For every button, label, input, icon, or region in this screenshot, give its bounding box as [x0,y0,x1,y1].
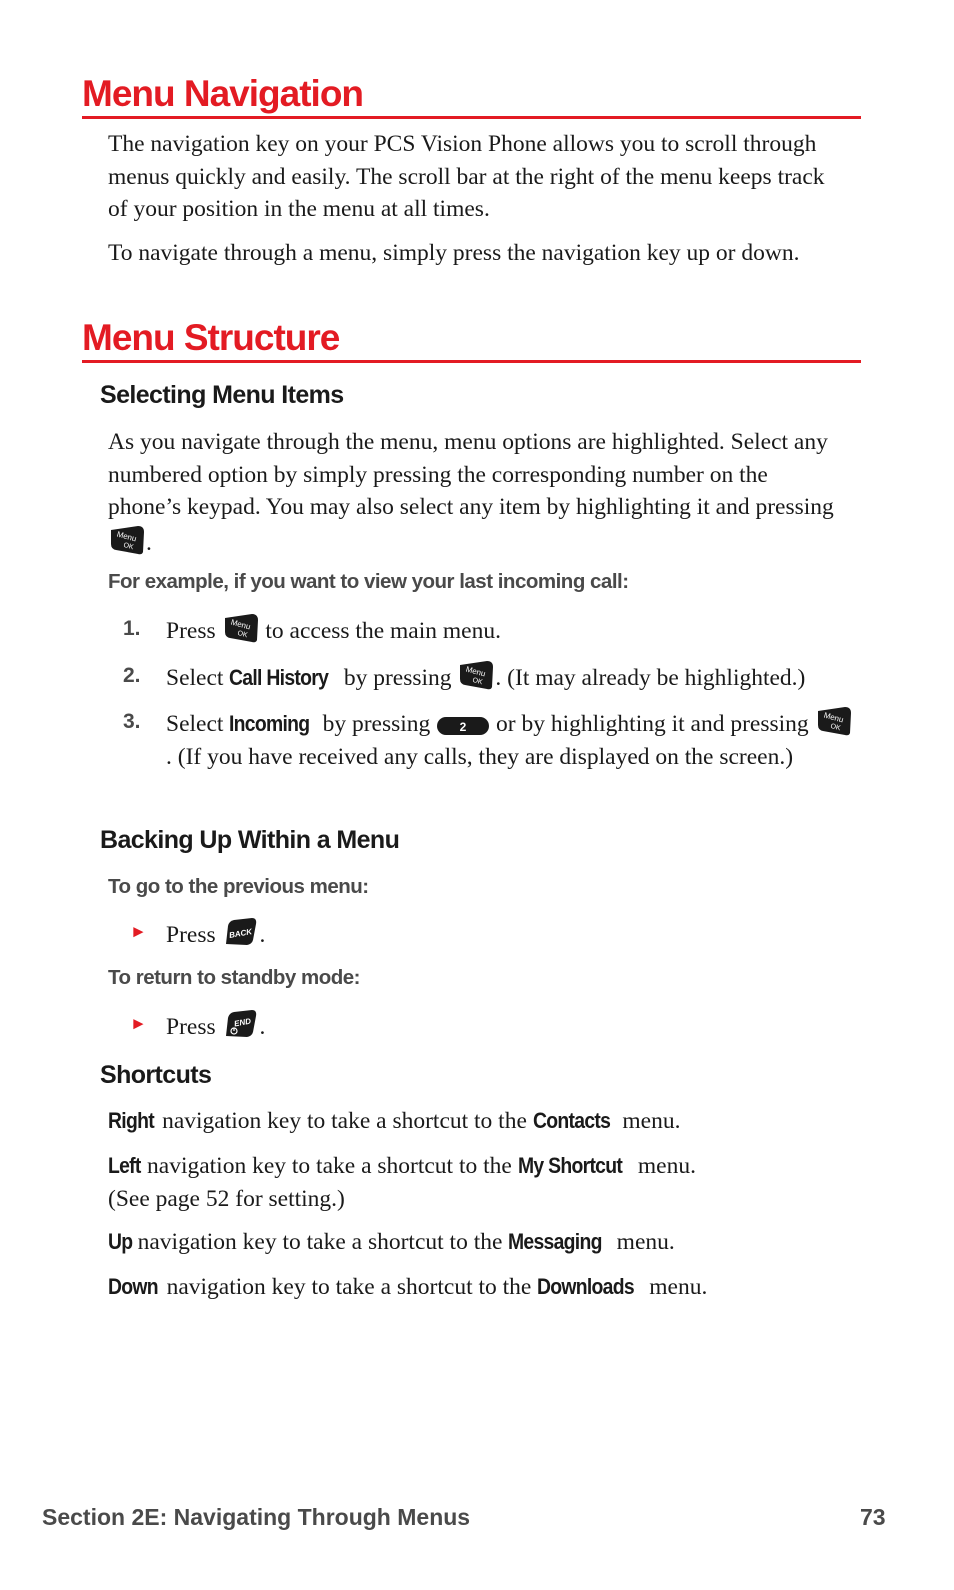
step-3-text-a: Select [166,711,224,737]
shortcut-left [108,1150,848,1215]
keyword-downloads: Downloads [537,1274,635,1299]
footer-section-title: Section 2E: Navigating Through Menus [42,1504,471,1530]
shortcut-up-text: navigation key to take a shortcut to the [137,1229,503,1255]
step-1-text-a: Press [166,618,216,644]
key-2-icon [436,715,490,737]
selecting-para-text: As you navigate through the menu, menu options are highlighted. Select any numbered option by simply pressing the corresponding number on the phone’s keypad. You may also select any item by highlighting it and pressing [108,429,834,520]
keyword-incoming: Incoming [229,711,310,736]
step-text [166,612,866,648]
shortcut-down-end: menu. [649,1274,708,1300]
footer-page-number: 73 [860,1504,886,1530]
heading-menu-structure: Menu Structure [82,318,861,363]
shortcut-right-end: menu. [622,1108,681,1134]
end-key-icon [222,1008,260,1040]
keyword-up: Up [108,1229,133,1254]
shortcut-right [108,1105,848,1138]
back-key-label: BACK [227,927,253,940]
svg-text:Menu: Menu [465,664,487,679]
selecting-para [108,426,838,559]
heading-menu-navigation: Menu Navigation [82,74,861,119]
shortcut-left-end: menu. [637,1153,696,1179]
selecting-para-end: . [146,529,152,556]
step-text [166,705,856,774]
shortcut-down-text: navigation key to take a shortcut to the [166,1274,532,1300]
step-3-text-b: by pressing [322,711,431,737]
menu-navigation-para-1: The navigation key on your PCS Vision Phone allows you to scroll through menus quickly and easily. The scroll bar at the right of the menu keeps track of your position in the menu at all times. [108,131,825,222]
step-1-text-b: to access the main menu. [265,618,501,644]
svg-text:OK: OK [829,722,841,733]
press-back-end: . [259,922,266,948]
heading-selecting-menu-items: Selecting Menu Items [100,381,344,409]
menu-navigation-para-2: To navigate through a menu, simply press the navigation key up or down. [108,240,800,266]
press-back-text: Press [166,922,216,948]
step-number: 1. [123,617,141,640]
step-text [166,659,866,695]
shortcut-left-note: (See page 52 for setting.) [108,1185,345,1212]
bullet-arrow-icon: ► [130,1014,147,1033]
step-3-text-d: . (If you have received any calls, they are displayed on the screen.) [166,744,794,770]
menu-ok-key-icon [108,524,146,556]
shortcut-left-text: navigation key to take a shortcut to the [147,1153,512,1179]
bullet-arrow-icon: ► [130,922,147,941]
svg-text:OK: OK [236,629,248,640]
svg-text:OK: OK [472,676,484,687]
press-end-end: . [259,1014,266,1040]
keyword-left: Left [108,1153,141,1178]
back-key-icon [222,916,260,948]
standby-mode-lead: To return to standby mode: [108,966,360,989]
menu-ok-label-menu: Menu [115,529,138,544]
example-lead: For example, if you want to view your last incoming call: [108,570,629,593]
menu-ok-key-icon [457,659,495,691]
svg-text:Menu: Menu [822,710,845,725]
step-number: 3. [123,710,141,733]
step-number: 2. [123,664,141,687]
keyword-call-history: Call History [229,665,329,690]
keyword-down: Down [108,1274,158,1299]
svg-text:Menu: Menu [229,617,251,632]
keyword-messaging: Messaging [508,1229,603,1254]
shortcut-right-text: navigation key to take a shortcut to the [162,1108,527,1134]
shortcut-down [108,1271,848,1304]
step-3-text-c: or by highlighting it and pressing [496,711,809,737]
menu-ok-key-icon [815,705,853,737]
keyword-contacts: Contacts [532,1108,610,1133]
keyword-right: Right [108,1108,154,1133]
menu-ok-label-ok: OK [122,541,135,551]
shortcut-up [108,1226,848,1259]
previous-menu-lead: To go to the previous menu: [108,875,369,898]
heading-backing-up: Backing Up Within a Menu [100,826,400,854]
step-2-text-b: by pressing [343,665,452,691]
menu-ok-key-icon [222,612,260,644]
heading-shortcuts: Shortcuts [100,1061,212,1089]
step-2-text-a: Select [166,665,224,691]
step-2-text-c: . (It may already be highlighted.) [495,665,806,691]
key-2-label: 2 [459,720,467,734]
shortcut-up-end: menu. [616,1229,675,1255]
keyword-my-shortcut: My Shortcut [517,1153,622,1178]
end-key-label: END [232,1016,252,1029]
press-end-text: Press [166,1014,216,1040]
